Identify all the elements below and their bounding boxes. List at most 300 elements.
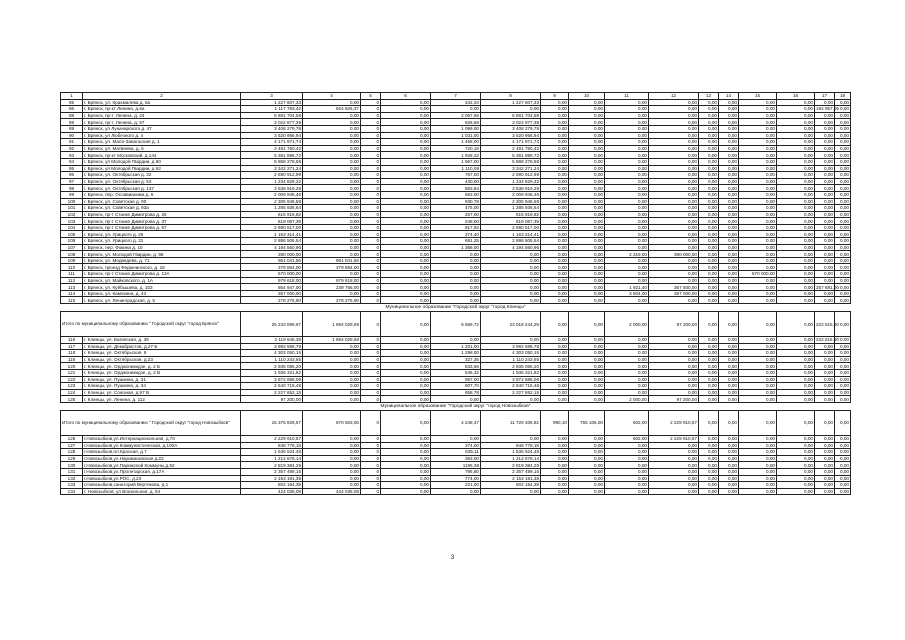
value-cell: 0,00 xyxy=(739,356,777,363)
value-cell: 0,00 xyxy=(481,277,541,284)
value-cell: 0,00 xyxy=(541,435,569,442)
value-cell: 0,00 xyxy=(815,158,835,165)
value-cell: 848 778,18 xyxy=(481,442,541,449)
value-cell: 0,00 xyxy=(649,376,699,383)
value-cell: 0,00 xyxy=(605,482,649,489)
value-cell: 0 xyxy=(361,264,381,271)
value-cell: 0,00 xyxy=(835,257,851,264)
total-value-cell: 755 106,00 xyxy=(569,410,605,435)
table-row xyxy=(61,125,851,132)
value-cell: 0,00 xyxy=(719,297,739,304)
total-value-cell: 2 000,00 xyxy=(605,312,649,337)
value-cell: 0,00 xyxy=(739,244,777,251)
address-cell: г. Брянск, ул. Мало-Завальская д. 1 xyxy=(83,139,241,146)
value-cell: 2 935 085,20 xyxy=(241,363,303,370)
column-number-cell: 12 xyxy=(649,93,699,100)
value-cell: 0,00 xyxy=(815,257,835,264)
value-cell: 0,00 xyxy=(649,488,699,495)
value-cell: 0,00 xyxy=(541,356,569,363)
value-cell: 0,00 xyxy=(815,112,835,119)
value-cell: 0,00 xyxy=(303,112,361,119)
value-cell: 6 881 704,58 xyxy=(241,112,303,119)
value-cell: 278 275,90 xyxy=(303,297,361,304)
value-cell: 0,00 xyxy=(381,277,431,284)
value-cell: 0,00 xyxy=(835,350,851,357)
table-row xyxy=(61,356,851,363)
value-cell: 0,00 xyxy=(719,231,739,238)
value-cell: 0 xyxy=(361,205,381,212)
column-number-cell: 16 xyxy=(777,93,815,100)
total-value-cell: 0,00 xyxy=(719,312,739,337)
value-cell: 0,00 xyxy=(649,158,699,165)
table-row xyxy=(61,191,851,198)
address-cell: г.Новозыбков,ул.Пролетарская, д.17А xyxy=(83,468,241,475)
value-cell: 0,00 xyxy=(719,112,739,119)
total-row-novozybkov xyxy=(61,410,851,435)
value-cell: 0 xyxy=(361,218,381,225)
value-cell: 2 491 750,42 xyxy=(241,145,303,152)
value-cell: 0,00 xyxy=(649,145,699,152)
value-cell: 0,00 xyxy=(431,435,481,442)
total-value-cell: 0 xyxy=(361,312,381,337)
value-cell: 1 201,00 xyxy=(431,343,481,350)
value-cell: 0,00 xyxy=(649,224,699,231)
value-cell: 0,00 xyxy=(569,106,605,113)
value-cell: 0,00 xyxy=(835,297,851,304)
value-cell: 3 538 919,29 xyxy=(481,185,541,192)
value-cell: 0,00 xyxy=(777,132,815,139)
value-cell: 0,00 xyxy=(719,119,739,126)
value-cell: 0 xyxy=(361,343,381,350)
value-cell: 0 xyxy=(361,462,381,469)
value-cell: 0,00 xyxy=(699,383,719,390)
value-cell: 0,00 xyxy=(719,205,739,212)
value-cell: 0 xyxy=(361,257,381,264)
row-number-cell: 98 xyxy=(61,185,83,192)
value-cell: 0,00 xyxy=(381,145,431,152)
value-cell: 0,00 xyxy=(699,198,719,205)
value-cell: 0,00 xyxy=(699,172,719,179)
value-cell: 0,00 xyxy=(835,178,851,185)
value-cell: 0,00 xyxy=(381,350,431,357)
value-cell: 0,00 xyxy=(303,350,361,357)
value-cell: 257,00 xyxy=(431,211,481,218)
value-cell: 0,00 xyxy=(649,238,699,245)
table-row xyxy=(61,119,851,126)
value-cell: 0,00 xyxy=(381,205,431,212)
value-cell: 0 xyxy=(361,231,381,238)
value-cell: 0,00 xyxy=(719,264,739,271)
value-cell: 0,00 xyxy=(739,139,777,146)
address-cell: г. Брянск, пр-кт Ленина, д.6а xyxy=(83,106,241,113)
value-cell: 0,00 xyxy=(303,449,361,456)
value-cell: 0,00 xyxy=(481,337,541,344)
value-cell: 0,00 xyxy=(381,376,431,383)
value-cell: 0,00 xyxy=(605,257,649,264)
address-cell: г. Клинцы, ул. Багинская, д. 39 xyxy=(83,337,241,344)
value-cell: 0,00 xyxy=(381,343,431,350)
value-cell: 0,00 xyxy=(835,198,851,205)
value-cell: 0,00 xyxy=(649,231,699,238)
value-cell: 0,00 xyxy=(541,158,569,165)
value-cell: 0,00 xyxy=(541,99,569,106)
value-cell: 0,00 xyxy=(719,488,739,495)
value-cell: 0,00 xyxy=(381,224,431,231)
value-cell: 0,00 xyxy=(815,139,835,146)
value-cell: 0,00 xyxy=(381,211,431,218)
value-cell: 0,00 xyxy=(699,165,719,172)
value-cell: 1 110 243,65 xyxy=(481,356,541,363)
row-number-cell: 94 xyxy=(61,158,83,165)
value-cell: 0,00 xyxy=(381,178,431,185)
value-cell: 0,00 xyxy=(431,271,481,278)
value-cell: 0,00 xyxy=(649,383,699,390)
value-cell: 0,00 xyxy=(381,125,431,132)
value-cell: 826,58 xyxy=(431,119,481,126)
value-cell: 0,00 xyxy=(541,165,569,172)
value-cell: 0,00 xyxy=(719,442,739,449)
value-cell: 0,00 xyxy=(649,363,699,370)
address-cell: г. Брянск, ул. Камозина, д. 43 xyxy=(83,290,241,297)
value-cell: 0,00 xyxy=(777,264,815,271)
value-cell: 0,00 xyxy=(649,468,699,475)
value-cell: 3 872 686,06 xyxy=(241,376,303,383)
total-value-cell: 0,00 xyxy=(699,410,719,435)
value-cell: 570 000,00 xyxy=(739,271,777,278)
value-cell: 0,00 xyxy=(569,343,605,350)
row-number-cell: 118 xyxy=(61,350,83,357)
value-cell: 0,00 xyxy=(777,350,815,357)
total-value-cell: 97 200,00 xyxy=(649,312,699,337)
value-cell: 0,00 xyxy=(381,106,431,113)
value-cell: 0,00 xyxy=(777,449,815,456)
value-cell: 0,00 xyxy=(569,244,605,251)
value-cell: 0 xyxy=(361,211,381,218)
value-cell: 0,00 xyxy=(719,178,739,185)
value-cell: 0 xyxy=(361,139,381,146)
value-cell: 0,00 xyxy=(541,442,569,449)
value-cell: 0,00 xyxy=(649,152,699,159)
value-cell: 0,00 xyxy=(719,396,739,403)
value-cell: 0,00 xyxy=(699,178,719,185)
value-cell: 0 xyxy=(361,106,381,113)
value-cell: 987,00 xyxy=(431,376,481,383)
value-cell: 0,00 xyxy=(835,145,851,152)
value-cell: 0,00 xyxy=(719,363,739,370)
row-number-cell: 96 xyxy=(61,172,83,179)
value-cell: 0,00 xyxy=(381,396,431,403)
value-cell: 0,00 xyxy=(815,251,835,258)
table-row xyxy=(61,99,851,106)
value-cell: 2 009 946,46 xyxy=(241,191,303,198)
value-cell: 3 992 588,78 xyxy=(481,343,541,350)
value-cell: 0,00 xyxy=(381,119,431,126)
value-cell: 2 153 191,38 xyxy=(241,475,303,482)
value-cell: 0,00 xyxy=(835,356,851,363)
address-cell: г. Брянск, пр-кт Московский, д.144 xyxy=(83,152,241,159)
value-cell: 570 000,00 xyxy=(241,271,303,278)
section-row-novozybkov xyxy=(61,402,851,410)
value-cell: 0,00 xyxy=(777,145,815,152)
value-cell: 0,00 xyxy=(777,125,815,132)
value-cell: 0,00 xyxy=(719,343,739,350)
value-cell: 1 099,00 xyxy=(431,125,481,132)
value-cell: 0,00 xyxy=(739,455,777,462)
value-cell: 0,00 xyxy=(541,132,569,139)
value-cell: 0,00 xyxy=(719,145,739,152)
value-cell: 0,00 xyxy=(605,139,649,146)
value-cell: 374,40 xyxy=(431,231,481,238)
value-cell: 0,00 xyxy=(649,106,699,113)
value-cell: 0,00 xyxy=(605,363,649,370)
value-cell: 0,00 xyxy=(719,257,739,264)
value-cell: 0,00 xyxy=(649,264,699,271)
page-number: 3 xyxy=(450,555,455,561)
value-cell: 0,00 xyxy=(541,271,569,278)
value-cell: 0,00 xyxy=(777,257,815,264)
value-cell: 0,00 xyxy=(815,264,835,271)
value-cell: 0,00 xyxy=(699,244,719,251)
value-cell: 0,00 xyxy=(699,435,719,442)
value-cell: 0,00 xyxy=(481,396,541,403)
value-cell: 1 894 029,58 xyxy=(303,337,361,344)
value-cell: 0,00 xyxy=(719,376,739,383)
value-cell: 0,00 xyxy=(541,244,569,251)
value-cell: 864 947,00 xyxy=(241,284,303,291)
document-page xyxy=(60,92,850,495)
value-cell: 0,00 xyxy=(835,238,851,245)
value-cell: 278 275,90 xyxy=(241,297,303,304)
value-cell: 0,00 xyxy=(815,482,835,489)
value-cell: 0,00 xyxy=(835,251,851,258)
row-number-cell: 124 xyxy=(61,389,83,396)
value-cell: 0,00 xyxy=(381,462,431,469)
value-cell: 0,00 xyxy=(569,139,605,146)
value-cell: 0,00 xyxy=(649,455,699,462)
table-row xyxy=(61,383,851,390)
value-cell: 2 067,66 xyxy=(431,112,481,119)
value-cell: 0,00 xyxy=(431,396,481,403)
row-number-cell: 116 xyxy=(61,337,83,344)
value-cell: 0,00 xyxy=(739,475,777,482)
value-cell: 0 xyxy=(361,475,381,482)
value-cell: 0,00 xyxy=(541,290,569,297)
value-cell: 4 171 971,74 xyxy=(241,139,303,146)
value-cell: 0,00 xyxy=(699,152,719,159)
value-cell: 802 154,39 xyxy=(241,482,303,489)
row-number-cell: 131 xyxy=(61,468,83,475)
value-cell: 0,00 xyxy=(569,482,605,489)
value-cell: 0,00 xyxy=(569,271,605,278)
value-cell: 0,00 xyxy=(569,284,605,291)
value-cell: 0,00 xyxy=(303,356,361,363)
value-cell: 0,00 xyxy=(815,244,835,251)
value-cell: 1 536 524,48 xyxy=(241,449,303,456)
value-cell: 0,00 xyxy=(719,244,739,251)
value-cell: 0 xyxy=(361,396,381,403)
value-cell: 0,00 xyxy=(381,139,431,146)
value-cell: 0,00 xyxy=(699,231,719,238)
value-cell: 0,00 xyxy=(569,449,605,456)
address-cell: г. Клинцы, ул. Пушкина, д. 34 xyxy=(83,383,241,390)
value-cell: 0,00 xyxy=(649,462,699,469)
value-cell: 0 xyxy=(361,99,381,106)
value-cell: 0,00 xyxy=(777,277,815,284)
row-number-cell: 97 xyxy=(61,178,83,185)
row-number-cell: 134 xyxy=(61,488,83,495)
value-cell: 774,00 xyxy=(431,475,481,482)
total-value-cell: 11 729 406,82 xyxy=(481,410,541,435)
value-cell: 1 163 314,41 xyxy=(481,231,541,238)
value-cell: 0,00 xyxy=(719,369,739,376)
value-cell: 0,00 xyxy=(431,297,481,304)
value-cell: 0,00 xyxy=(777,178,815,185)
value-cell: 0,00 xyxy=(605,475,649,482)
value-cell: 0,00 xyxy=(541,482,569,489)
value-cell: 0,00 xyxy=(303,369,361,376)
value-cell: 0,00 xyxy=(835,389,851,396)
row-number-cell: 89 xyxy=(61,119,83,126)
table-row xyxy=(61,435,851,442)
value-cell: 0,00 xyxy=(719,462,739,469)
address-cell: г. Брянск, ул. Советская д. 93а xyxy=(83,205,241,212)
value-cell: 0,00 xyxy=(541,462,569,469)
value-cell: 0 xyxy=(361,244,381,251)
value-cell: 0,00 xyxy=(699,191,719,198)
value-cell: 0 xyxy=(361,238,381,245)
value-cell: 2 819 384,29 xyxy=(241,462,303,469)
value-cell: 0 xyxy=(361,119,381,126)
value-cell: 0,00 xyxy=(777,488,815,495)
value-cell: 0,00 xyxy=(739,205,777,212)
value-cell: 0,00 xyxy=(303,244,361,251)
value-cell: 0,00 xyxy=(699,284,719,291)
value-cell: 1 285 936,64 xyxy=(241,205,303,212)
value-cell: 0,00 xyxy=(381,449,431,456)
value-cell: 0,00 xyxy=(777,389,815,396)
total-value-cell: 0,00 xyxy=(569,312,605,337)
value-cell: 0 xyxy=(361,145,381,152)
value-cell: 0,00 xyxy=(605,112,649,119)
value-cell: 0,00 xyxy=(303,191,361,198)
value-cell: 0,00 xyxy=(835,99,851,106)
column-number-cell: 14 xyxy=(719,93,739,100)
table-row xyxy=(61,389,851,396)
value-cell: 0,00 xyxy=(815,132,835,139)
value-cell: 0,00 xyxy=(605,211,649,218)
address-cell: г. Брянск, проезд Федюнинского, д. 18 xyxy=(83,264,241,271)
value-cell: 0,00 xyxy=(739,442,777,449)
value-cell: 2 227 652,15 xyxy=(241,389,303,396)
value-cell: 0,00 xyxy=(381,455,431,462)
value-cell: 0,00 xyxy=(739,257,777,264)
address-cell: г. Брянск, ул. Крахмалева д. 6а xyxy=(83,99,241,106)
row-number-cell: 114 xyxy=(61,290,83,297)
value-cell: 0,00 xyxy=(777,284,815,291)
value-cell: 0 xyxy=(361,290,381,297)
value-cell: 0,00 xyxy=(381,468,431,475)
value-cell: 0,00 xyxy=(303,172,361,179)
value-cell: 0,00 xyxy=(569,277,605,284)
address-cell: г.Новозыбков,ул.Интернациональная, д.70 xyxy=(83,435,241,442)
column-number-cell: 15 xyxy=(739,93,777,100)
value-cell: 0,00 xyxy=(739,99,777,106)
value-cell: 0 xyxy=(361,297,381,304)
value-cell: 0,00 xyxy=(777,271,815,278)
value-cell: 615 919,82 xyxy=(481,211,541,218)
value-cell: 0,00 xyxy=(699,290,719,297)
value-cell: 0,00 xyxy=(605,185,649,192)
address-cell: г. Брянск, ул Любезного д. 4 xyxy=(83,132,241,139)
value-cell: 658,78 xyxy=(431,389,481,396)
row-number-cell: 91 xyxy=(61,139,83,146)
value-cell: 0,00 xyxy=(569,112,605,119)
value-cell: 0,00 xyxy=(777,363,815,370)
row-number-cell: 109 xyxy=(61,257,83,264)
value-cell: 0,00 xyxy=(605,198,649,205)
value-cell: 0,00 xyxy=(541,224,569,231)
value-cell: 0,00 xyxy=(381,218,431,225)
value-cell: 0,00 xyxy=(541,172,569,179)
row-number-cell: 92 xyxy=(61,145,83,152)
value-cell: 0,00 xyxy=(569,211,605,218)
value-cell: 1 212 678,14 xyxy=(481,455,541,462)
value-cell: 0,00 xyxy=(835,224,851,231)
value-cell: 0,00 xyxy=(739,376,777,383)
value-cell: 0 xyxy=(361,191,381,198)
value-cell: 0,00 xyxy=(719,435,739,442)
address-cell: г.Новозыбков,санаторий Вертякова, д.1 xyxy=(83,482,241,489)
value-cell: 615 919,82 xyxy=(241,211,303,218)
value-cell: 0,00 xyxy=(777,251,815,258)
address-cell: г. Брянск, ул. Урицкого д. 31 xyxy=(83,238,241,245)
address-cell: г. Клинцы, ул. Декабристов, д.27 Б xyxy=(83,343,241,350)
value-cell: 1 936 321,82 xyxy=(241,369,303,376)
value-cell: 0,00 xyxy=(605,99,649,106)
value-cell: 0,00 xyxy=(381,251,431,258)
value-cell: 0,00 xyxy=(777,152,815,159)
row-number-cell: 112 xyxy=(61,277,83,284)
address-cell: г. Брянск, ул. Медведева, д. 71 xyxy=(83,257,241,264)
table-row xyxy=(61,132,851,139)
value-cell: 0,00 xyxy=(569,389,605,396)
value-cell: 0,00 xyxy=(739,172,777,179)
value-cell: 0,00 xyxy=(777,99,815,106)
value-cell: 0,00 xyxy=(541,112,569,119)
value-cell: 0,00 xyxy=(835,106,851,113)
table-row xyxy=(61,152,851,159)
value-cell: 2 305 946,58 xyxy=(241,198,303,205)
value-cell: 0,00 xyxy=(777,369,815,376)
value-cell: 0,00 xyxy=(541,396,569,403)
value-cell: 0,00 xyxy=(815,435,835,442)
table-row xyxy=(61,244,851,251)
value-cell: 0,00 xyxy=(303,211,361,218)
total-value-cell: 0,00 xyxy=(719,410,739,435)
value-cell: 0,00 xyxy=(303,224,361,231)
value-cell: 0,00 xyxy=(699,139,719,146)
value-cell: 0,00 xyxy=(699,132,719,139)
row-number-cell: 122 xyxy=(61,376,83,383)
value-cell: 0,00 xyxy=(303,468,361,475)
column-number-cell: 6 xyxy=(381,93,431,100)
total-value-cell: 6 659,72 xyxy=(431,312,481,337)
value-cell: 961 041,56 xyxy=(303,257,361,264)
value-cell: 0,00 xyxy=(815,205,835,212)
table-row xyxy=(61,257,851,264)
value-cell: 0,00 xyxy=(777,158,815,165)
value-cell: 0,00 xyxy=(777,468,815,475)
